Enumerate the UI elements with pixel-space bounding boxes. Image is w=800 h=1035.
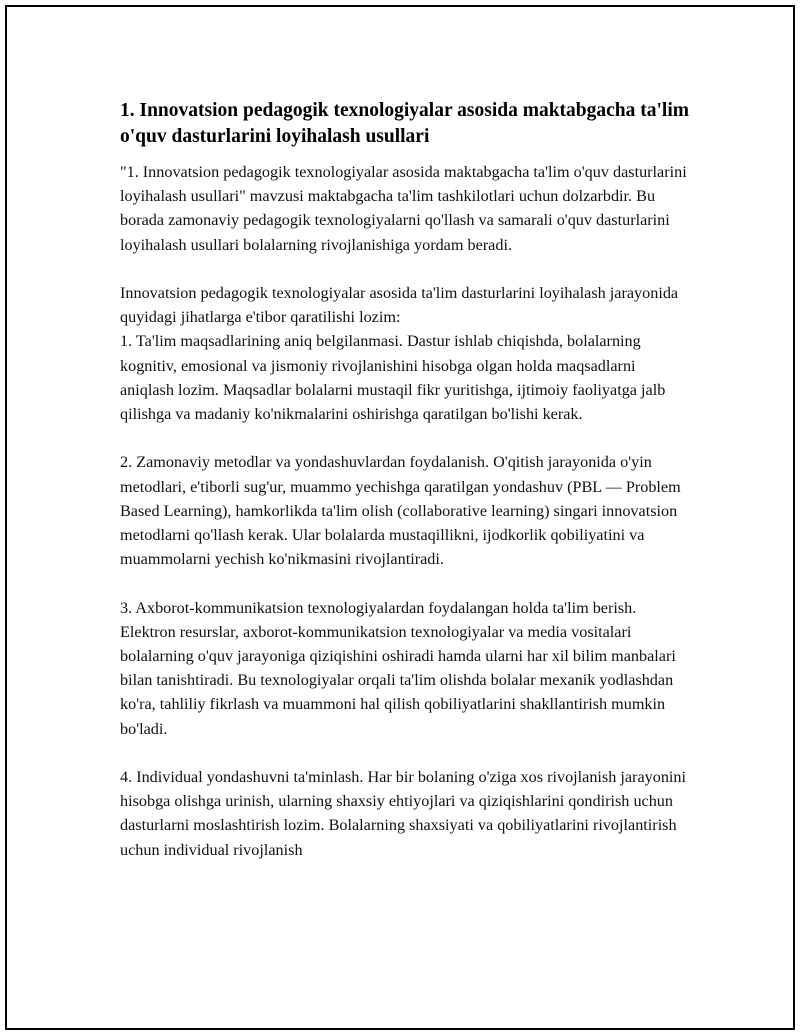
document-body: [120, 98, 690, 886]
paragraph-point-1: Innovatsion pedagogik texnologiyalar asosida ta'lim dasturlarini loyihalash jarayonida quyidagi jihatlarga e'tibor qaratilishi lozim: 1. Ta'lim maqsadlarining aniq belgilanmasi. Dastur ishlab chiqishda, bolalarning kognitiv, emosional va jismoniy rivojlanishini hisobga olgan holda maqsadlarni aniqlash lozim. Maqsadlar bolalarni mustaqil fikr yuritishga, ijtimoiy faoliyatga jalb qilishga va madaniy ko'nikmalarini oshirishga qaratilgan bo'lishi kerak.: [120, 284, 679, 424]
paragraph-point-4: 4. Individual yondashuvni ta'minlash. Har bir bolaning o'ziga xos rivojlanish jarayonini hisobga olishga urinish, ularning shaxsiy ehtiyojlari va qiziqishlarini qondirish uchun dasturlarni moslashtirish lozim. Bolalarning shaxsiyati va qobiliyatlarini rivojlantirish uchun individual rivojlanish: [120, 768, 687, 859]
document-title: 1. Innovatsion pedagogik texnologiyalar asosida maktabgacha ta'lim o'quv dasturlarini loyihalash usullari: [120, 100, 690, 147]
paragraph-point-2: 2. Zamonaviy metodlar va yondashuvlardan foydalanish. O'qitish jarayonida o'yin metodlari, e'tiborli sug'ur, muammo yechishga qaratilgan yondashuv (PBL — Problem Based Learning), hamkorlikda ta'lim olish (collaborative learning) singari innovatsion metodlarni qo'llash kerak. Ular bolalarda mustaqillikni, ijodkorlik qobiliyatini va muammolarni yechish ko'nikmasini rivojlantiradi.: [120, 453, 681, 569]
paragraph-intro: "1. Innovatsion pedagogik texnologiyalar asosida maktabgacha ta'lim o'quv dasturlarini loyihalash usullari" mavzusi maktabgacha ta'lim tashkilotlari uchun dolzarbdir. Bu borada zamonaviy pedagogik texnologiyalarni qo'llash va samarali o'quv dasturlarini loyihalash usullari bolalarning rivojlanishiga yordam beradi.: [120, 163, 687, 254]
paragraph-point-3: 3. Axborot-kommunikatsion texnologiyalardan foydalangan holda ta'lim berish. Elektron resurslar, axborot-kommunikatsion texnologiyalar va media vositalari bolalarning o'quv jarayoniga qiziqishini oshiradi hamda ularni har xil bilim manbalari bilan tanishtiradi. Bu texnologiyalar orqali ta'lim olishda bolalar mexanik yodlashdan ko'ra, tahliliy fikrlash va muammoni hal qilish qobiliyatlarini shakllantirish mumkin bo'ladi.: [120, 598, 676, 738]
page-frame: [5, 5, 795, 1030]
